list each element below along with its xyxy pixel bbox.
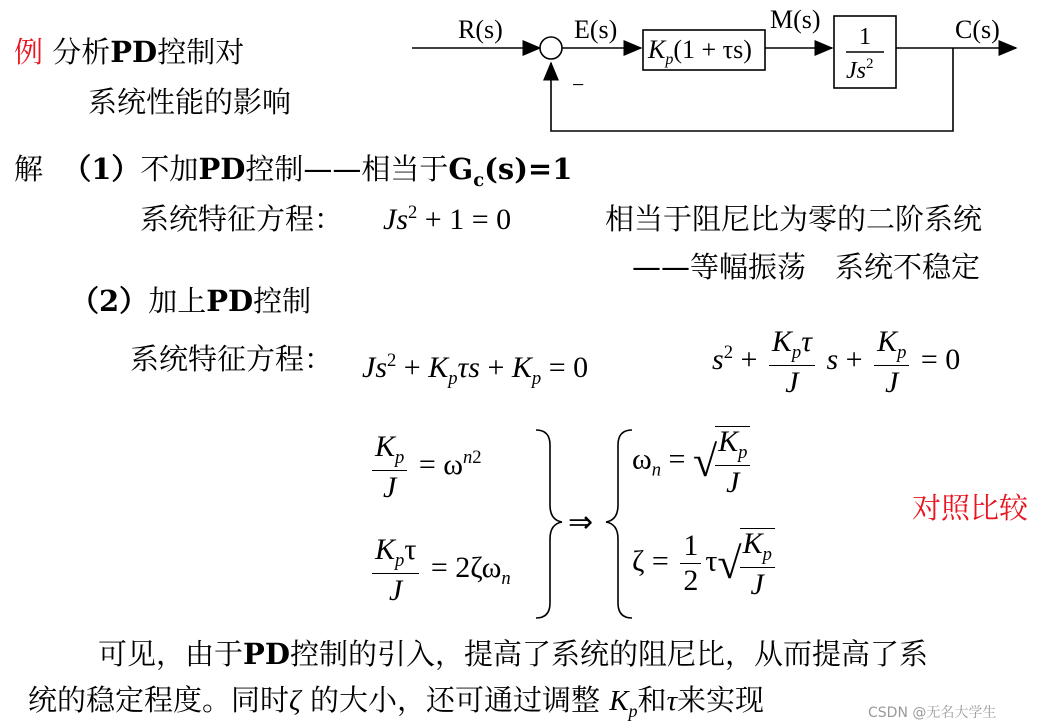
left-brace — [606, 430, 632, 618]
part2-text-pre: 加上 — [148, 284, 207, 318]
part2-number: （2） — [70, 284, 149, 318]
brace-arrow-group — [520, 425, 640, 625]
summing-junction — [540, 37, 562, 59]
part1-number: （1） — [62, 152, 141, 186]
plant-tf-numerator: 1 — [859, 24, 871, 50]
plant-tf-denominator: Js$^2$ — [846, 56, 874, 84]
label-controller-output: M(s) — [770, 5, 821, 34]
conclusion-line1: 可见，由于PD控制的引入，提高了系统的阻尼比，从而提高了系 — [98, 637, 928, 671]
block-diagram — [0, 0, 1057, 145]
part1-gc: $G_c(s)=1$ — [448, 152, 573, 191]
part2-text-post: 控制 — [253, 284, 312, 318]
solution-marker: 解 — [14, 152, 44, 186]
match-eq2: $\frac{K_p\tau}{J}$ = $2\zeta\omega_n$ — [368, 535, 511, 606]
label-input: R(s) — [458, 15, 503, 44]
part1-char-label: 系统特征方程： — [140, 202, 344, 236]
part1-note1: 相当于阻尼比为零的二阶系统 — [605, 202, 983, 236]
part1-heading — [14, 152, 573, 191]
implies-arrow: ⇒ — [568, 506, 594, 539]
example-marker: 例 — [14, 35, 44, 69]
heading-bold-pd: PD — [110, 35, 158, 69]
match-eq1: $\frac{K_p}{J}$ = $\omega^{n2}$ — [368, 432, 482, 503]
part2-normalized-equation: $s^2$ + $\frac{K_p\tau}{J}$ s + $\frac{K_p}{J}$ = 0 — [712, 325, 961, 399]
label-minus: − — [572, 72, 585, 97]
part1-char-equation: $Js^2 + 1 = 0$ — [383, 202, 512, 236]
example-heading-line2: 系统性能的影响 — [88, 85, 292, 119]
right-brace — [536, 430, 562, 618]
compare-note: 对照比较 — [912, 491, 1029, 525]
part1-text-mid: 控制——相当于 — [245, 152, 449, 186]
label-output: C(s) — [955, 15, 1000, 44]
zeta-result: ζ = $\frac{1}{2}$ τ√ $\frac{K_p}{J}$ — [632, 528, 779, 600]
part2-char-label: 系统特征方程： — [130, 342, 334, 376]
omega-n-result: $\omega_n$ = √ $\frac{K_p}{J}$ — [632, 426, 754, 498]
controller-tf: $K_p(1 + \tau s)$ — [648, 35, 752, 68]
heading-text-pre: 分析 — [52, 35, 111, 69]
part2-heading — [70, 284, 312, 318]
heading-text-post: 控制对 — [157, 35, 245, 69]
part1-text-pre: 不加 — [140, 152, 199, 186]
label-error: E(s) — [574, 15, 618, 44]
part1-bold-pd: PD — [198, 152, 246, 186]
part1-note2: ——等幅振荡 系统不稳定 — [632, 250, 981, 284]
part2-bold-pd: PD — [206, 284, 254, 318]
watermark: CSDN @无名大学生 — [868, 705, 997, 721]
conclusion-line2: 统的稳定程度。同时ζ 的大小，还可通过调整 $K_p$和τ来实现 — [28, 683, 764, 721]
part2-char-equation: $Js^2 + K_p\tau s + K_p = 0$ — [362, 350, 589, 389]
